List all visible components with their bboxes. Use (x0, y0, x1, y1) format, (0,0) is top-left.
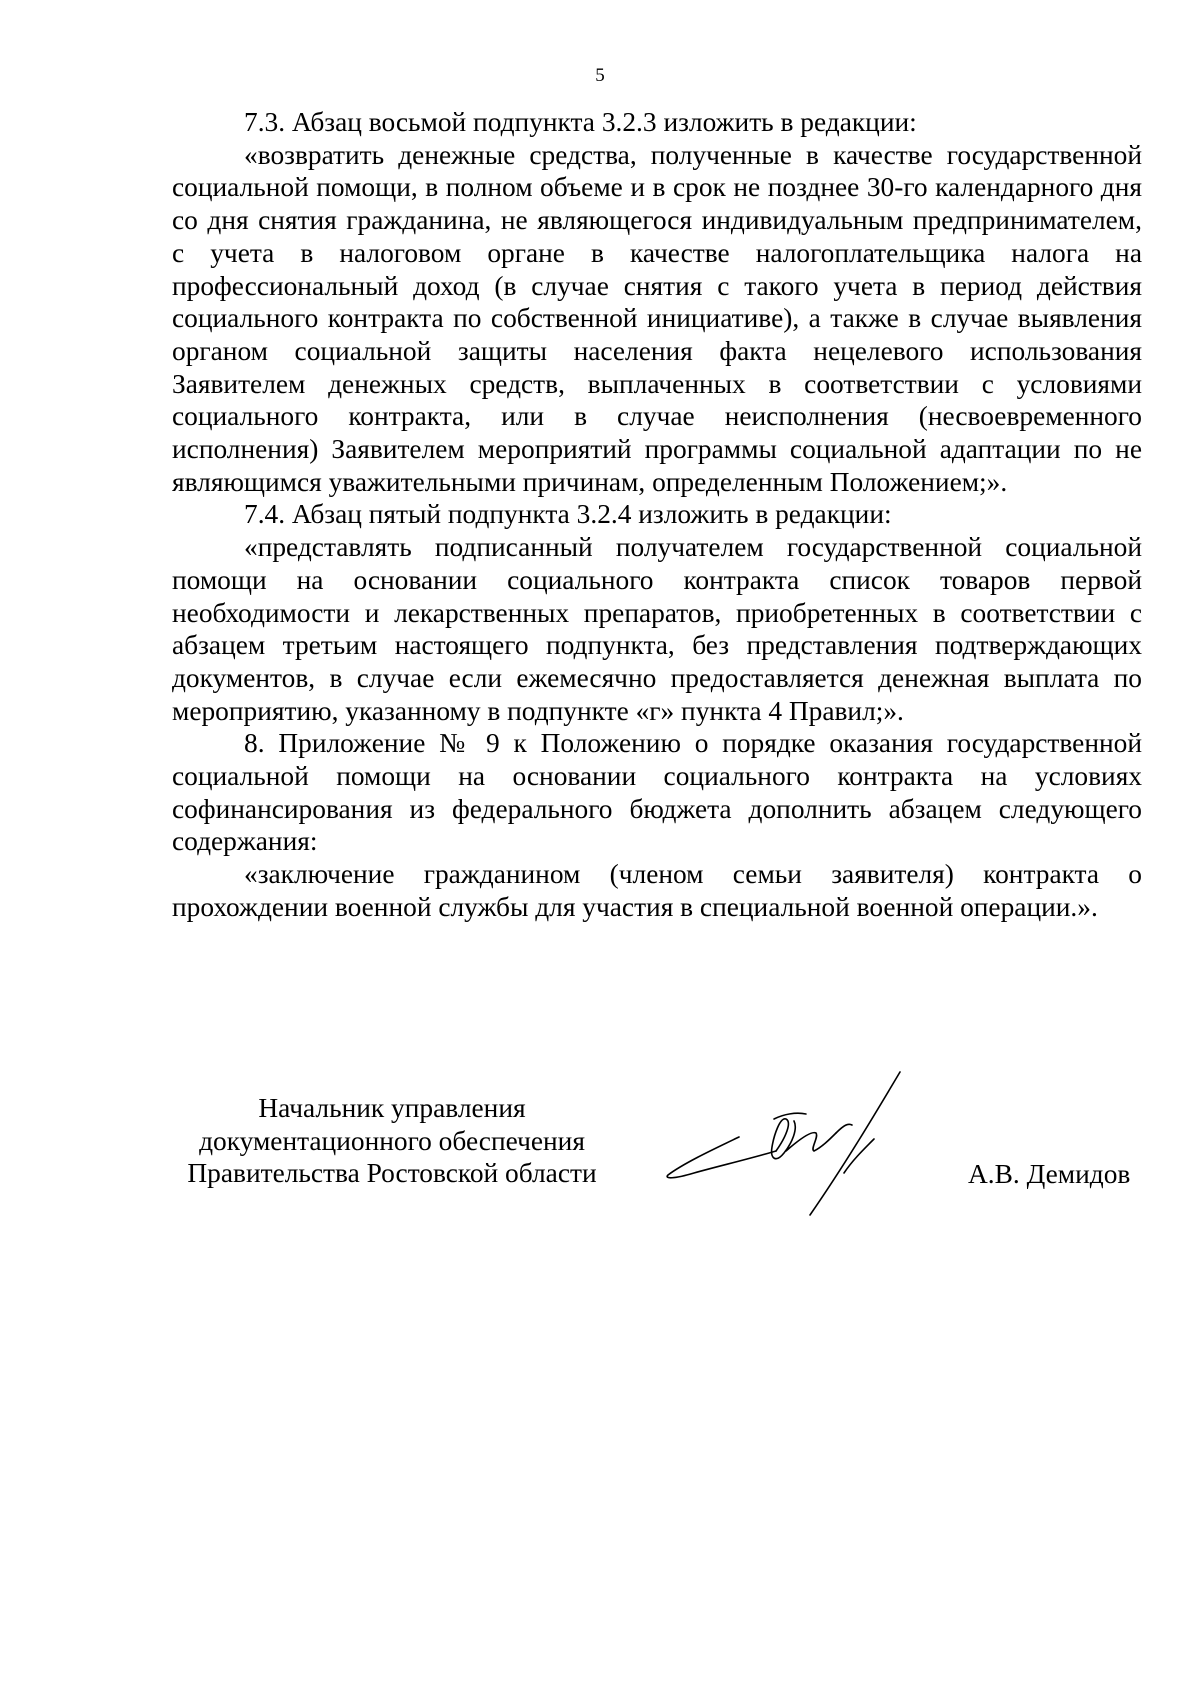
signatory-position-line: документационного обеспечения (199, 1125, 585, 1156)
signatory-name: А.В. Демидов (968, 1159, 1131, 1189)
paragraph-8-heading: 8. Приложение № 9 к Положению о порядке оказания государственной социальной помощи на основании социального контракта на условиях софинансирования из федерального бюджета дополнить абзацем следующего содержания: (172, 728, 1142, 857)
paragraph-7-3-heading: 7.3. Абзац восьмой подпункта 3.2.3 изложить в редакции: (244, 107, 917, 137)
signatory-position (172, 1092, 612, 1190)
paragraph-7-4-text: «представлять подписанный получателем государственной социальной помощи на основании социального контракта список товаров первой необходимости и лекарственных препаратов, приобретенных в соответствии с абзацем третьим настоящего подпункта, без представления подтверждающих документов, в случае если ежемесячно предоставляется денежная выплата по мероприятию, указанному в подпункте «г» пункта 4 Правил;». (172, 532, 1142, 726)
document-body (172, 106, 1142, 924)
paragraph-7-4-heading: 7.4. Абзац пятый подпункта 3.2.4 изложить в редакции: (244, 499, 892, 530)
signature-block (0, 1092, 1200, 1212)
paragraph-7-3-text: «возвратить денежные средства, полученные в качестве государственной социальной помощи, в полном объеме и в срок не позднее 30-го календарного дня со дня снятия гражданина, не являющегося индивидуальным предпринимателем, с учета в налоговом органе в качестве налогоплательщика налога на профессиональный доход (в случае снятия с такого учета в период действия социального контракта по собственной инициативе), а также в случае выявления органом социальной защиты населения факта нецелевого использования Заявителем денежных средств, выплаченных в соответствии с условиями социального контракта, или в случае неисполнения (несвоевременного исполнения) Заявителем мероприятий программы социальной адаптации по не являющимся уважительными причинам, определенным Положением;». (172, 139, 1142, 497)
page-number: 5 (595, 65, 605, 86)
paragraph-8-text: «заключение гражданином (членом семьи заявителя) контракта о прохождении военной службы для участия в специальной военной операции.». (172, 859, 1142, 922)
signatory-position-line: Правительства Ростовской области (187, 1158, 597, 1189)
signatory-position-line: Начальник управления (258, 1093, 526, 1123)
handwritten-signature (664, 1067, 964, 1227)
